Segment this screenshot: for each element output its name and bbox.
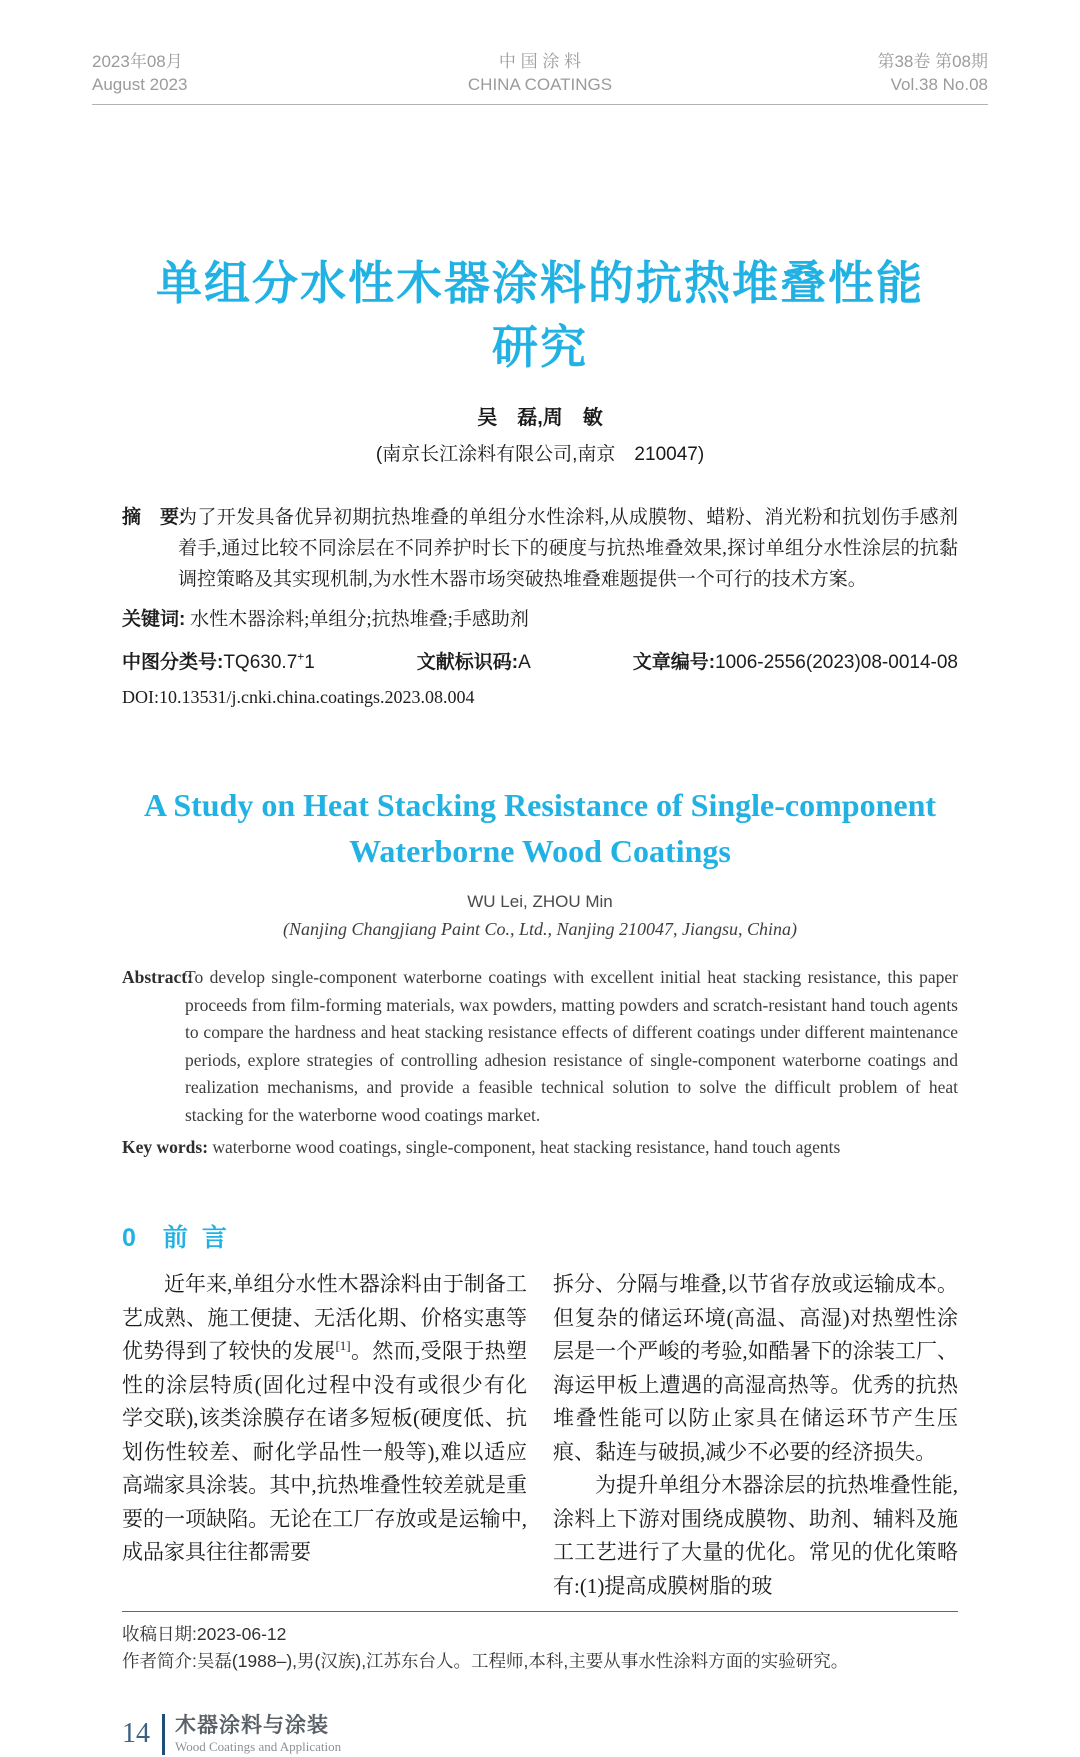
issue-date-en: August 2023 [92, 75, 188, 94]
journal-name-en: CHINA COATINGS [467, 75, 613, 94]
affiliation-en: (Nanjing Changjiang Paint Co., Ltd., Nanjing 210047, Jiangsu, China) [282, 919, 798, 939]
clc-tail: 1 [304, 652, 315, 673]
abstract-cn-label: 摘 要: [122, 507, 186, 528]
article-title-cn-line1: 单组分水性木器涂料的抗热堆叠性能 [156, 257, 924, 309]
keywords-cn-text: 水性木器涂料;单组分;抗热堆叠;手感助剂 [190, 609, 529, 630]
reference-1-marker: [1] [335, 1338, 351, 1353]
paragraph-intro-continued: 拆分、分隔与堆叠,以节省存放或运输成本。但复杂的储运环境(高温、高湿)对热塑性涂层是一个严峻的考验,如酷暑下的涂装工厂、海运甲板上遭遇的高湿高热等。优秀的抗热堆叠性能可以防止家具在储运环节产生压痕、黏连与破损,减少不必要的经济损失。 [553, 1272, 958, 1464]
journal-masthead [92, 50, 988, 105]
volume-issue-cn: 第38卷 第08期 [877, 52, 988, 71]
article-title-en-line2: Waterborne Wood Coatings [349, 833, 731, 869]
clc-value: TQ630.7 [223, 652, 298, 673]
document-code-value: A [518, 652, 531, 673]
abstract-en-label: Abstract: [122, 967, 193, 987]
paragraph-intro [122, 1268, 527, 1570]
paragraph-optimization: 为提升单组分木器涂层的抗热堆叠性能,涂料上下游对围绕成膜物、助剂、辅料及施工工艺进行了大量的优化。常见的优化策略有:(1)提高成膜树脂的玻 [553, 1473, 958, 1598]
article-title-en-line1: A Study on Heat Stacking Resistance of Single-component [143, 787, 937, 823]
classification-row [122, 647, 958, 674]
section-0-number: 0 [122, 1224, 137, 1252]
volume-issue-en: Vol.38 No.08 [890, 75, 988, 94]
section-0-title: 前言 [162, 1224, 241, 1252]
column-banner [162, 1714, 341, 1755]
masthead-date [92, 50, 312, 96]
page-footer [122, 1711, 1080, 1757]
keywords-en [122, 1137, 958, 1158]
journal-name-cn: 中 国 涂 料 [498, 52, 582, 71]
paragraph-intro-text-a: 近年来,单组分水性木器涂料由于制备工艺成熟、施工便捷、无活化期、价格实惠等优势得到了较快的发展 [122, 1272, 527, 1363]
front-matter [122, 502, 958, 1675]
document-code [417, 647, 531, 674]
issue-date-cn: 2023年08月 [92, 52, 183, 71]
keywords-cn [122, 604, 958, 631]
keywords-cn-label: 关键词: [122, 609, 186, 630]
doi: DOI:10.13531/j.cnki.china.coatings.2023.08.004 [122, 687, 475, 707]
article-id-value: 1006-2556(2023)08-0014-08 [715, 652, 958, 673]
abstract-cn-text: 为了开发具备优异初期抗热堆叠的单组分水性涂料,从成膜物、蜡粉、消光粉和抗划伤手感剂着手,通过比较不同涂层在不同养护时长下的硬度与抗热堆叠效果,探讨单组分水性涂层的抗黏调控策略及其实现机制,为水性木器市场突破热堆叠难题提供一个可行的技术方案。 [178, 507, 958, 590]
abstract-en-text: To develop single-component waterborne coatings with excellent initial heat stacking resistance, this paper proceeds from film-forming materials, wax powders, matting powders and scratch-resistant hand touch agents to compare the hardness and heat stacking resistance effects of different coatings under different maintenance periods, explore strategies of controlling adhesion resistance of single-component waterborne coatings and realization mechanisms, and provide a feasible technical solution to solve the difficult problem of heat stacking for the waterborne wood coatings market. [185, 967, 958, 1125]
keywords-en-text: waterborne wood coatings, single-component, heat stacking resistance, hand touch agents [212, 1137, 841, 1157]
document-code-label: 文献标识码: [416, 652, 519, 673]
article-title-cn-line2: 研究 [492, 321, 588, 373]
body-column-right [553, 1268, 958, 1603]
authors-cn: 吴 磊,周 敏 [477, 407, 603, 429]
column-name-cn: 木器涂料与涂装 [175, 1713, 329, 1737]
article-title-cn [0, 251, 1080, 379]
column-name-en: Wood Coatings and Application [175, 1738, 342, 1754]
authors-en: WU Lei, ZHOU Min [467, 892, 613, 911]
body-columns [122, 1268, 958, 1603]
clc-number [122, 647, 315, 674]
clc-superscript: + [297, 649, 305, 664]
masthead-volume-issue [768, 50, 988, 96]
footnotes [122, 1611, 958, 1675]
article-title-en [122, 782, 958, 874]
page-number: 14 [122, 1718, 150, 1749]
received-date: 收稿日期:2023-06-12 [122, 1624, 287, 1644]
keywords-en-label: Key words: [122, 1137, 209, 1157]
masthead-journal-name [312, 50, 768, 96]
body-column-left [122, 1268, 527, 1603]
abstract-cn [122, 502, 958, 595]
abstract-en [122, 964, 958, 1129]
clc-label: 中图分类号: [122, 652, 224, 673]
author-bio: 作者简介:吴磊(1988–),男(汉族),江苏东台人。工程师,本科,主要从事水性涂料方面的实验研究。 [122, 1651, 849, 1671]
article-id [633, 647, 958, 674]
article-id-label: 文章编号: [632, 652, 716, 673]
paragraph-intro-text-b: 。然而,受限于热塑性的涂层特质(固化过程中没有或很少有化学交联),该类涂膜存在诸多短板(硬度低、抗划伤性较差、耐化学品性一般等),难以适应高端家具涂装。其中,抗热堆叠性较差就是重要的一项缺陷。无论在工厂存放或是运输中,成品家具往往都需要 [122, 1339, 528, 1564]
section-0-heading [122, 1218, 958, 1254]
affiliation-cn: (南京长江涂料有限公司,南京 210047) [375, 444, 705, 465]
